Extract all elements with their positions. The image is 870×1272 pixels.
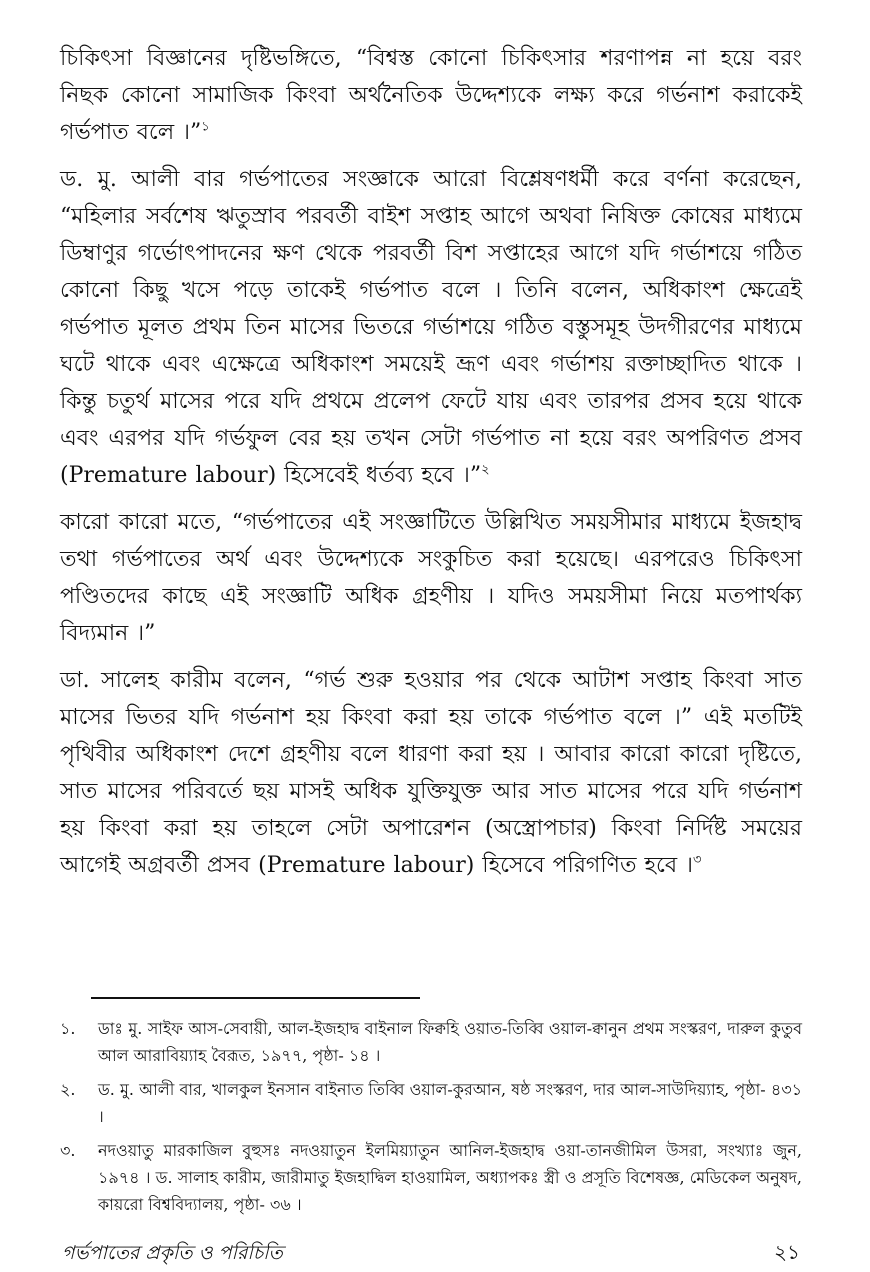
footnote-number: ৩. [60,1141,76,1160]
footnote [60,1076,802,1130]
footnote-separator [91,997,420,999]
body-text [60,40,802,894]
footnote-number: ১. [60,1019,76,1038]
paragraph-text: ডা. সালেহ কারীম বলেন, “গর্ভ শুরু হওয়ার পর থেকে আটাশ সপ্তাহ কিংবা সাত মাসের ভিতর যদি গর্ভনাশ হয় কিংবা করা হয় তাকে গর্ভপাত বলে ।” এই মতটিই পৃথিবীর অধিকাংশ দেশে গ্রহণীয় বলে ধারণা করা হয় । আবার কারো কারো দৃষ্টিতে, সাত মাসের পরিবর্তে ছয় মাসই অধিক যুক্তিযুক্ত আর সাত মাসের পরে যদি গর্ভনাশ হয় কিংবা করা হয় তাহলে সেটা অপারেশন (অস্ত্রোপচার) কিংবা নির্দিষ্ট সময়ের আগেই অগ্রবর্তী প্রসব (Premature labour) হিসেবে পরিগণিত হবে । [60,668,802,878]
paragraph [60,662,802,884]
paragraph [60,161,802,494]
paragraph-text: কারো কারো মতে, “গর্ভপাতের এই সংজ্ঞাটিতে উল্লিখিত সময়সীমার মাধ্যমে ইজহাদ্ব তথা গর্ভপাতের অর্থ এবং উদ্দেশ্যকে সংকুচিত করা হয়েছে। এরপরেও চিকিৎসা পণ্ডিতদের কাছে এই সংজ্ঞাটি অধিক গ্রহণীয় । যদিও সময়সীমা নিয়ে মতপার্থক্য বিদ্যমান ।” [60,510,802,646]
running-title: গর্ভপাতের প্রকৃতি ও পরিচিতি [62,1242,283,1264]
page-number: ২১ [774,1240,800,1264]
footnote-text: ড. মু. আলী বার, খালকুল ইনসান বাইনাত তিব্বি ওয়াল-কুরআন, ষষ্ঠ সংস্করণ, দার আল-সাউদিয়্যাহ, পৃষ্ঠা- ৪৩১ । [98,1080,802,1126]
footnote-marker: ২ [481,462,490,478]
paragraph-text: ড. মু. আলী বার গর্ভপাতের সংজ্ঞাকে আরো বিশ্লেষণধর্মী করে বর্ণনা করেছেন, “মহিলার সর্বশেষ ঋতুস্রাব পরবর্তী বাইশ সপ্তাহ আগে অথবা নিষিক্ত কোষের মাধ্যমে ডিম্বাণুর গর্ভোৎপাদনের ক্ষণ থেকে পরবর্তী বিশ সপ্তাহের আগে যদি গর্ভাশয়ে গঠিত কোনো কিছু খসে পড়ে তাকেই গর্ভপাত বলে । তিনি বলেন, অধিকাংশ ক্ষেত্রেই গর্ভপাত মূলত প্রথম তিন মাসের ভিতরে গর্ভাশয়ে গঠিত বস্তুসমূহ উদগীরণের মাধ্যমে ঘটে থাকে এবং এক্ষেত্রে অধিকাংশ সময়েই ভ্রূণ এবং গর্ভাশয় রক্তাচ্ছাদিত থাকে । কিন্তু চতুর্থ মাসের পরে যদি প্রথমে প্রলেপ ফেটে যায় এবং তারপর প্রসব হয়ে থাকে এবং এরপর যদি গর্ভফুল বের হয় তখন সেটা গর্ভপাত না হয়ে বরং অপরিণত প্রসব (Premature labour) হিসেবেই ধর্তব্য হবে ।” [60,167,802,488]
footnote-marker: ৩ [692,852,702,868]
footnote-text: ডাঃ মু. সাইফ আস-সেবায়ী, আল-ইজহাদ্ব বাইনাল ফিক্বহি ওয়াত-তিব্বি ওয়াল-ক্বানুন প্রথম সংস্করণ, দারুল কুতুব আল আরাবিয়্যাহ বৈরূত, ১৯৭৭, পৃষ্ঠা- ১৪ । [98,1019,802,1065]
footnote-number: ২. [60,1080,76,1099]
footnote-marker: ১ [201,119,210,135]
paragraph [60,40,802,151]
footnote [60,1137,802,1218]
footnote-text: নদওয়াতু মারকাজিল বুহুসঃ নদওয়াতুন ইলমিয়্যাতুন আনিল-ইজহাদ্ব ওয়া-তানজীমিল উসরা, সংখ্যাঃ জুন, ১৯৭৪ । ড. সালাহ কারীম, জারীমাতু ইজহাদ্বিল হাওয়ামিল, অধ্যাপকঃ স্ত্রী ও প্রসূতি বিশেষজ্ঞ, মেডিকেল অনুষদ, কায়রো বিশ্ববিদ্যালয়, পৃষ্ঠা- ৩৬ । [98,1141,802,1214]
footnote [60,1015,802,1069]
footnotes [60,1015,802,1225]
paragraph [60,504,802,652]
paragraph-text: চিকিৎসা বিজ্ঞানের দৃষ্টিভঙ্গিতে, “বিশ্বস্ত কোনো চিকিৎসার শরণাপন্ন না হয়ে বরং নিছক কোনো সামাজিক কিংবা অর্থনৈতিক উদ্দেশ্যকে লক্ষ্য করে গর্ভনাশ করাকেই গর্ভপাত বলে ।” [60,46,802,145]
